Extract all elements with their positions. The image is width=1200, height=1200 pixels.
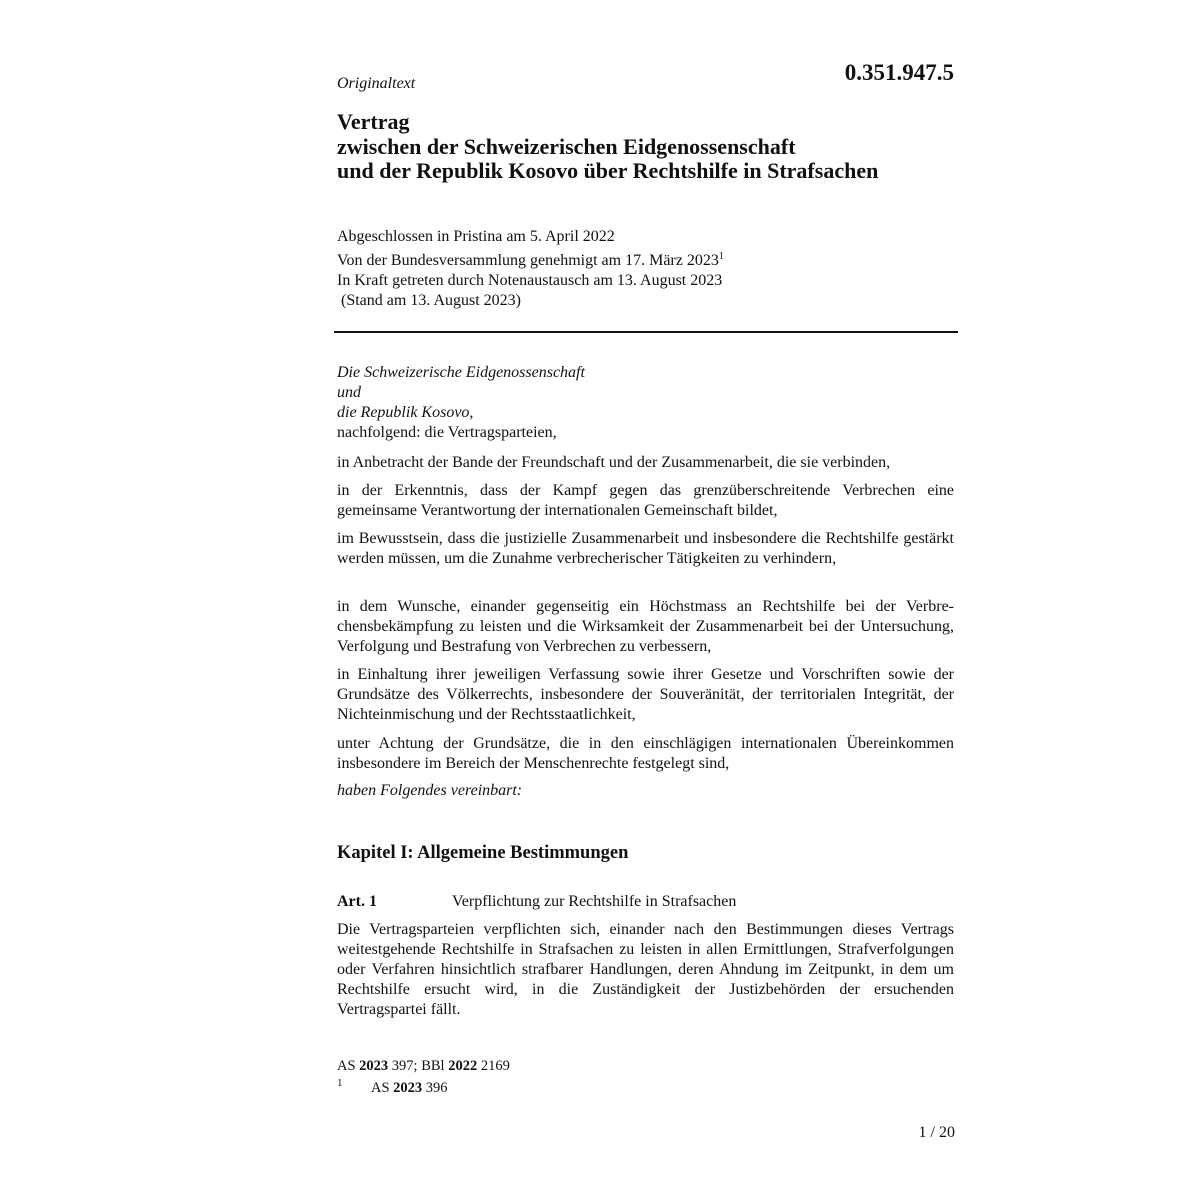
footnote-1-text: [371, 1080, 448, 1097]
title-line-2: zwischen der Schweizerischen Eidgenossenschaft: [337, 133, 796, 159]
preamble-paragraph: unter Achtung der Grundsätze, die in den einschlägigen internationalen Übereinkommen insbesondere im Bereich der Menschenrechte festgelegt sind,: [337, 735, 954, 772]
sr-number: 0.351.947.5: [844, 60, 954, 85]
original-text-label: Originaltext: [337, 75, 416, 92]
agreed-clause: haben Folgendes vereinbart:: [337, 782, 523, 799]
party-kosovo: die Republik Kosovo,: [337, 404, 474, 421]
preamble-paragraph: in der Erkenntnis, dass der Kampf gegen das grenzüberschreitende Verbrechen eine gemeinsame Verantwortung der internationalen Gemeinschaft bildet,: [337, 482, 954, 519]
preamble-parties: [337, 363, 585, 443]
concluded-date: Abgeschlossen in Pristina am 5. April 2022: [337, 228, 615, 245]
footnote-as-year: 2023: [393, 1080, 423, 1096]
approved-date: [337, 247, 724, 271]
source-as-year: 2023: [359, 1058, 389, 1074]
party-conjunction: und: [337, 384, 361, 401]
header-divider: [334, 331, 958, 333]
article-number: Art. 1: [337, 893, 377, 910]
source-bbl-page: 2169: [477, 1058, 510, 1074]
title-line-1: Vertrag: [337, 109, 410, 134]
preamble-paragraph: in Einhaltung ihrer jeweiligen Verfassung sowie ihrer Gesetze und Vorschriften sowie der Grundsätze des Völkerrechts, insbesondere der Souveränität, der territorialen Integrität, der Nichteinmischung und der Rechtsstaatlichkeit,: [337, 666, 954, 723]
article-1-text: Die Vertragsparteien verpflichten sich, einander nach den Bestimmungen dieses Vertrags weitestgehende Rechtshilfe in Strafsachen zu leisten in allen Ermittlungen, Strafverfolgungen oder Verfahren hinsichtlich strafbarer Handlungen, deren Ahndung im Zeitpunkt, in dem um Rechtshilfe ersucht wird, in die Zuständigkeit der Justizbehörden der ersuchenden Vertragspartei fällt.: [337, 921, 954, 1018]
footnote-as-page: 396: [422, 1080, 448, 1096]
footnote-ref-1[interactable]: 1: [718, 251, 724, 262]
preamble-paragraph: im Bewusstsein, dass die justizielle Zusammenarbeit und insbesondere die Rechtshilfe gestärkt werden müssen, um die Zunahme verbrecherischer Tätigkeiten zu verhindern,: [337, 530, 954, 567]
chapter-heading: Kapitel I: Allgemeine Bestimmungen: [337, 843, 629, 863]
document-title: [337, 110, 878, 184]
preamble-paragraph: in Anbetracht der Bande der Freundschaft und der Zusammenarbeit, die sie verbinden,: [337, 454, 891, 471]
party-switzerland: Die Schweizerische Eidgenossenschaft: [337, 364, 585, 381]
source-as-page: 397; BBl: [388, 1058, 449, 1074]
footnote-number: 1: [337, 1077, 343, 1089]
status-date: (Stand am 13. August 2023): [341, 292, 521, 309]
parties-hereinafter: nachfolgend: die Vertragsparteien,: [337, 424, 557, 441]
footnote-as-label: AS: [371, 1080, 394, 1096]
preamble-paragraph: in dem Wunsche, einander gegenseitig ein Höchstmass an Rechtshilfe bei der Verbrechensbekämpfung zu leisten und die Wirksamkeit der Zusammenarbeit bei der Untersuchung, Verfolgung und Bestrafung von Verbrechen zu verbessern,: [337, 598, 954, 655]
approved-text: Von der Bundesversammlung genehmigt am 17. März 2023: [337, 252, 719, 269]
source-bbl-year: 2022: [448, 1058, 478, 1074]
page-indicator: 1 / 20: [918, 1124, 955, 1141]
article-title: Verpflichtung zur Rechtshilfe in Strafsachen: [452, 893, 737, 910]
source-as-label: AS: [337, 1058, 360, 1074]
source-reference: [337, 1058, 510, 1075]
in-force-date: In Kraft getreten durch Notenaustausch am 13. August 2023: [337, 272, 723, 289]
treaty-metadata: [337, 227, 724, 291]
title-line-3: und der Republik Kosovo über Rechtshilfe in Strafsachen: [337, 158, 879, 183]
